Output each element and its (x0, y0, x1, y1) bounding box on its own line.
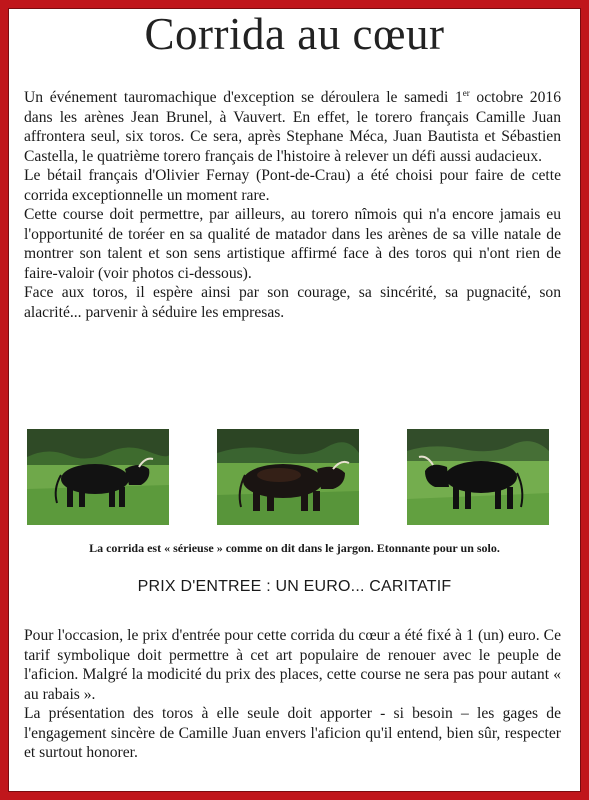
intro-p1-text-cont: octobre 2016 dans les arènes Jean Brunel, à Vauvert. En effet, le torero français Camille Juan affrontera seul, six toros. Ce sera, après Stephane Méca, Juan Bautista et Sébastien Castella, le quatrième torero français de l'histoire à relever un défi aussi audacieux. (24, 89, 561, 165)
intro-section (24, 88, 561, 322)
price-paragraph-1: Pour l'occasion, le prix d'entrée pour cette corrida du cœur a été fixé à 1 (un) euro. Ce tarif symbolique doit permettre à cet art populaire de renouer avec le peuple de l'aficion. Malgré la modicité du prix des places, cette course ne sera pas pour autant « au rabais ». (24, 627, 561, 703)
bull-photo-1 (27, 429, 169, 525)
intro-paragraph-3: Cette course doit permettre, par ailleurs, au torero nîmois qui n'a encore jamais eu l'opportunité de toréer en sa qualité de matador dans les arènes de sa ville natale de montrer son talent et son sens artistique affirmé face à des toros qui n'ont rien de faire-valoir (voir photos ci-dessous). (24, 206, 561, 282)
bull-photo-3 (407, 429, 549, 525)
page-title: Corrida au cœur (144, 9, 445, 59)
intro-paragraph-4: Face aux toros, il espère ainsi par son courage, sa sincérité, sa pugnacité, son alacrité... parvenir à séduire les empresas. (24, 284, 561, 321)
bull-photo-2 (217, 429, 359, 525)
ordinal-superscript: er (462, 88, 470, 98)
intro-p1-text: Un événement tauromachique d'exception se déroulera le samedi 1 (24, 89, 463, 106)
photo-caption: La corrida est « sérieuse » comme on dit dans le jargon. Etonnante pour un solo. (89, 541, 500, 555)
intro-paragraph-1 (24, 88, 561, 166)
intro-paragraph-2: Le bétail français d'Olivier Fernay (Pont-de-Crau) a été choisi pour faire de cette corrida exceptionnelle un moment rare. (24, 167, 561, 204)
price-section (24, 626, 561, 763)
price-paragraph-2: La présentation des toros à elle seule doit apporter - si besoin – les gages de l'engagement sincère de Camille Juan envers l'aficion qu'il entend, bien sûr, respecter et surtout honorer. (24, 705, 561, 761)
section-heading-price: PRIX D'ENTREE : UN EURO... CARITATIF (137, 578, 452, 595)
bull-photo-row (27, 429, 551, 525)
